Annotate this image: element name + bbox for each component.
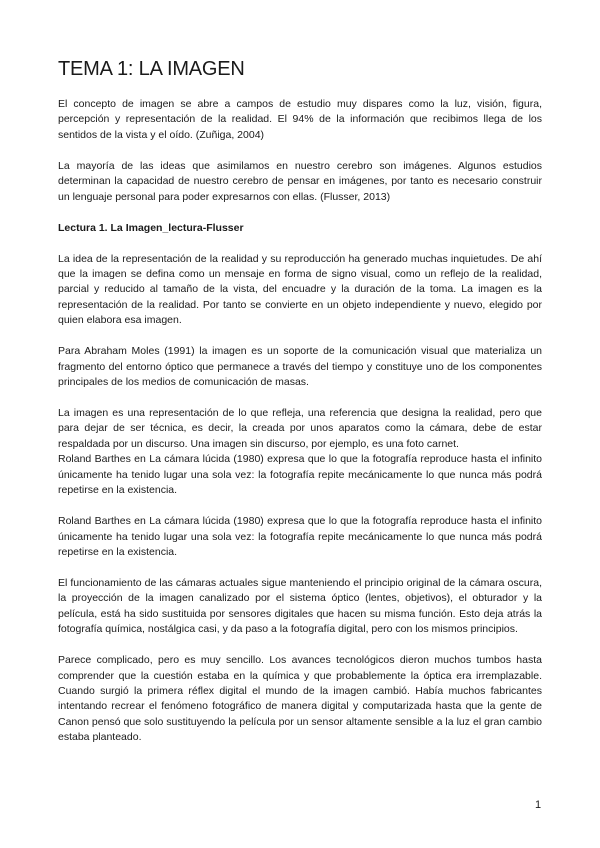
paragraph-barthes: Roland Barthes en La cámara lúcida (1980) expresa que lo que la fotografía reproduce hasta el infinito únicamente ha tenido lugar una sola vez: la fotografía repite mecánicamente lo que nunca más podrá repetirse en la existencia.: [58, 453, 542, 497]
document-body: [58, 97, 542, 761]
page-title: TEMA 1: LA IMAGEN: [58, 58, 245, 80]
paragraph-representation: La idea de la representación de la realidad y su reproducción ha generado muchas inquietudes. De ahí que la imagen se defina como un mensaje en forma de signo visual, como un reflejo de la realidad, parcial y reducido al tamaño de la vista, del encuadre y la duración de la toma. La imagen es la representación de la realidad. Por tanto se convierte en un objeto independiente y nuevo, elegido por quien elabora esa imagen.: [58, 252, 542, 327]
page-number: 1: [535, 799, 542, 811]
paragraph-discourse: La imagen es una representación de lo que refleja, una referencia que designa la realidad, pero que para dejar de ser técnica, es decir, la creada por unos aparatos como la cámara, debe de estar respaldada por un discurso. Una imagen sin discurso, por ejemplo, es una foto carnet.: [58, 407, 542, 450]
paragraph-ideas: La mayoría de las ideas que asimilamos en nuestro cerebro son imágenes. Algunos estudios determinan la capacidad de nuestro cerebro de pensar en imágenes, por tanto es necesario construir un lenguaje personal para poder expresarnos con ellas. (Flusser, 2013): [58, 159, 542, 203]
reading-heading: Lectura 1. La Imagen_lectura-Flusser: [58, 221, 244, 234]
paragraph-technology: Parece complicado, pero es muy sencillo. Los avances tecnológicos dieron muchos tumbos hasta comprender que la cuestión estaba en la química y que probablemente la óptica era irremplazable. Cuando surgió la primera réflex digital el mundo de la imagen cambió. Había muchos fabricantes intentando recrear el fenómeno fotográfico de manera digital y computarizada hasta que la gente de Canon pensó que solo sustituyendo la película por un sensor altamente sensible a la luz el gran cambio estaba planteado.: [58, 654, 542, 744]
paragraph-intro: El concepto de imagen se abre a campos de estudio muy dispares como la luz, visión, figura, percepción y representación de la realidad. El 94% de la información que recibimos llega de los sentidos de la vista y el oído. (Zuñiga, 2004): [58, 98, 542, 141]
paragraph-barthes-repeat: Roland Barthes en La cámara lúcida (1980) expresa que lo que la fotografía reproduce hasta el infinito únicamente ha tenido lugar una sola vez: la fotografía repite mecánicamente lo que nunca más podrá repetirse en la existencia.: [58, 515, 542, 558]
paragraph-cameras: El funcionamiento de las cámaras actuales sigue manteniendo el principio original de la cámara oscura, la proyección de la imagen canalizado por el sistema óptico (lentes, objetivos), el obturador y la película, está ha sido sustituida por sensores digitales que hacen su misma función. Esto deja atrás la fotografía química, nostálgica casi, y da paso a la fotografía digital, pero con los mismos principios.: [58, 576, 542, 636]
paragraph-moles: Para Abraham Moles (1991) la imagen es un soporte de la comunicación visual que materializa un fragmento del entorno óptico que permanece a través del tiempo y constituye uno de los componentes principales de los medios de comunicación de masas.: [58, 345, 542, 389]
